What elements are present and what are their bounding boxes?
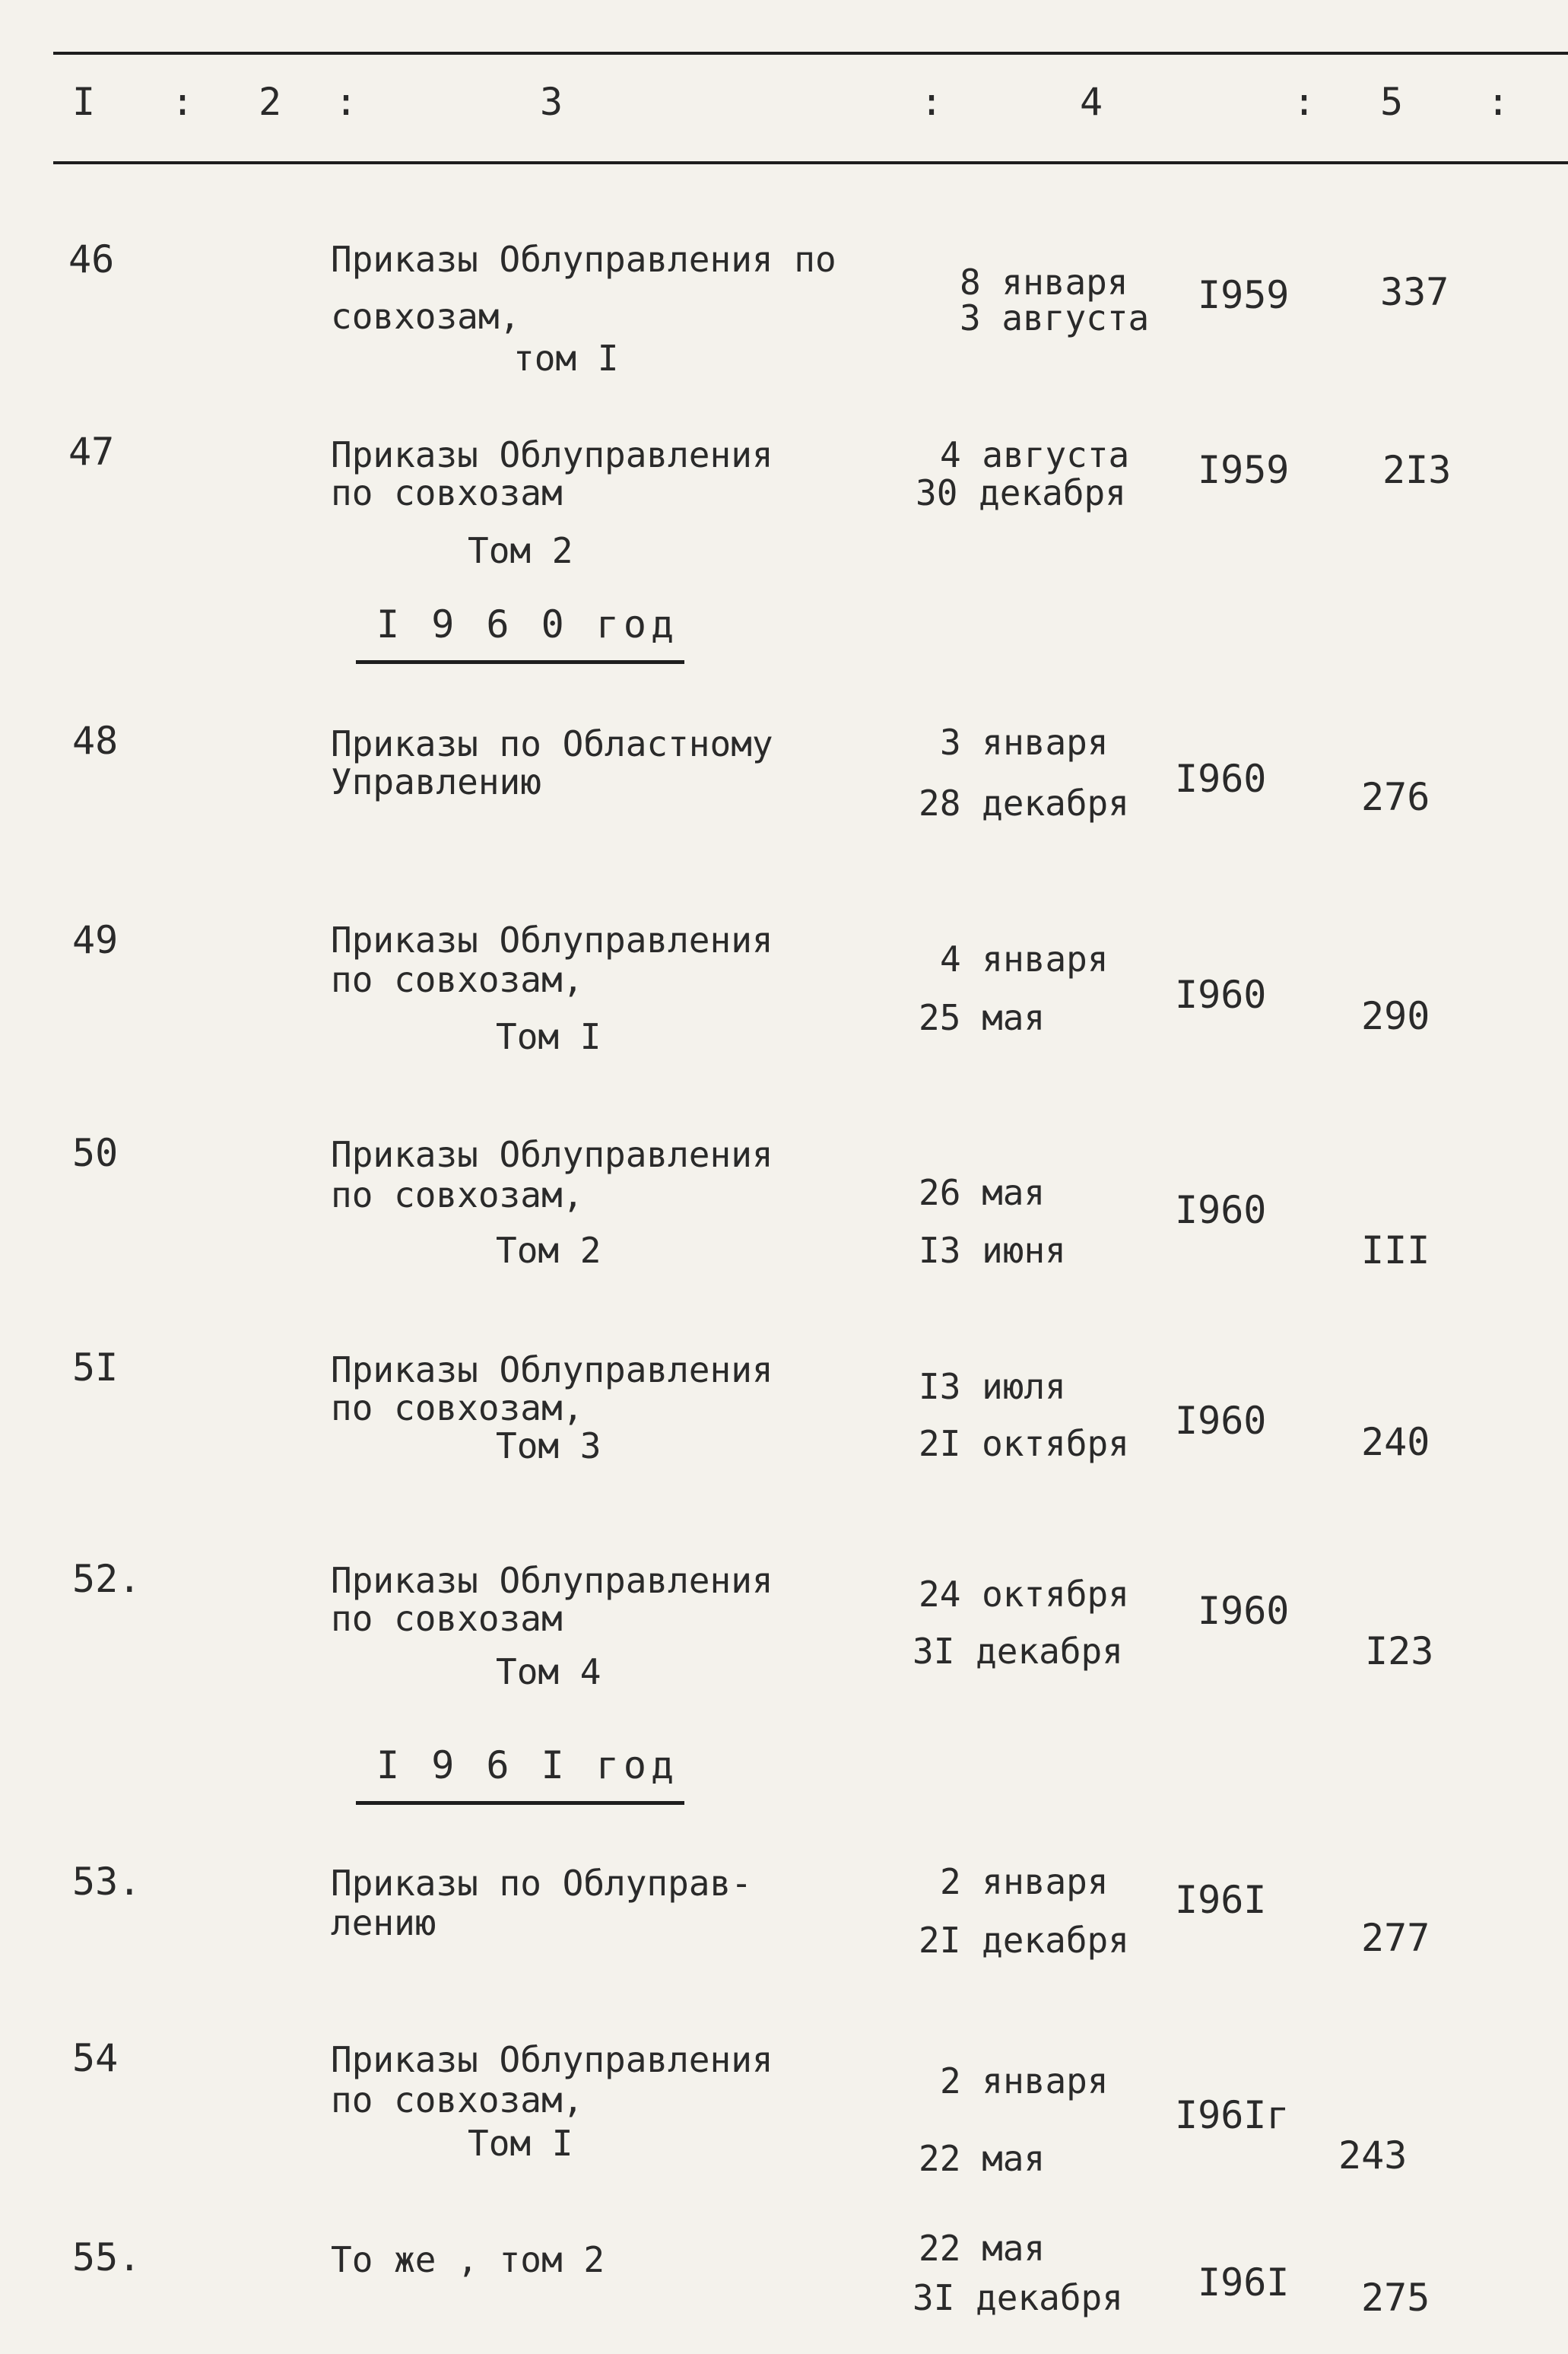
section-year-heading: I 9 6 0 год [376,602,679,646]
header-bottom-rule [53,161,1568,164]
row-title-line: Приказы Облуправления [331,1134,773,1175]
row-title-line: Приказы Облуправления [331,1560,773,1601]
row-year: I96I [1198,2260,1290,2305]
row-year: I959 [1198,273,1290,317]
row-number: 54 [72,2036,119,2080]
row-date-from: 3 января [940,722,1109,763]
row-number: 49 [72,918,119,962]
column-header-2: 2 [259,80,282,124]
row-title-line: Приказы Облуправления [331,1349,773,1390]
column-header-3: 3 [540,80,563,124]
row-title-line: Том 2 [468,530,573,571]
section-year-heading: I 9 6 I год [376,1743,679,1787]
section-heading-underline [356,1801,684,1805]
row-year: I96Iг [1175,2093,1290,2137]
row-title-line: по совхозам [331,1598,563,1639]
row-sheet-count: 240 [1361,1420,1430,1464]
row-title-line: Том 3 [496,1425,601,1466]
row-year: I960 [1175,1188,1267,1232]
row-year: I96I [1175,1878,1267,1922]
row-number: 48 [72,719,119,763]
section-heading-underline [356,660,684,664]
row-year: I960 [1175,973,1267,1017]
row-sheet-count: 243 [1338,2133,1408,2178]
column-separator: : [335,80,358,124]
row-number: 47 [68,430,115,474]
row-title-line: по совхозам, [331,2079,584,2121]
row-sheet-count: I23 [1365,1629,1434,1673]
row-title-line: То же , том 2 [331,2239,605,2280]
row-title-line: по совхозам, [331,1387,584,1428]
row-date-from: 8 января [960,262,1128,303]
row-date-from: 22 мая [919,2228,1046,2269]
row-date-to: 28 декабря [919,783,1129,824]
row-year: I960 [1198,1589,1290,1633]
column-separator: : [171,80,195,124]
row-title-line: Том 2 [496,1230,601,1271]
row-date-from: 26 мая [919,1172,1046,1213]
row-date-to: 3I декабря [913,1631,1123,1672]
row-date-to: 25 мая [919,997,1046,1038]
row-year: I960 [1175,757,1267,801]
row-title-line: Приказы по Областному [331,723,773,764]
row-number: 53. [72,1860,141,1904]
row-date-to: 2I октября [919,1423,1129,1464]
row-date-to: I3 июня [919,1230,1066,1271]
row-title-line: том I [513,338,619,379]
row-title-line: Приказы по Облуправ- [331,1863,752,1904]
row-date-from: 4 августа [940,434,1130,475]
row-title-line: Том I [496,1016,601,1057]
column-header-5: 5 [1380,80,1404,124]
column-separator: : [1487,80,1510,124]
row-sheet-count: III [1361,1228,1430,1272]
row-date-from: 2 января [940,1861,1109,1902]
row-number: 55. [72,2235,141,2279]
row-year: I959 [1198,448,1290,492]
row-sheet-count: 275 [1361,2276,1430,2320]
column-separator: : [1293,80,1316,124]
row-title-line: Приказы Облуправления [331,920,773,961]
row-title-line: Управлению [331,761,541,802]
column-header-4: 4 [1080,80,1103,124]
row-sheet-count: 277 [1361,1916,1430,1960]
column-separator: : [920,80,944,124]
row-title-line: Том 4 [496,1651,601,1692]
row-number: 46 [68,237,115,281]
row-number: 50 [72,1131,119,1175]
header-top-rule [53,52,1568,55]
row-title-line: Приказы Облуправления [331,2039,773,2080]
row-title-line: по совхозам, [331,1174,584,1215]
row-title-line: Приказы Облуправления по [331,239,836,280]
row-sheet-count: 2I3 [1382,448,1452,492]
row-title-line: по совхозам, [331,959,584,1000]
row-sheet-count: 276 [1361,775,1430,819]
row-date-to: 30 декабря [916,472,1126,513]
row-number: 5I [72,1345,119,1390]
row-date-from: 24 октября [919,1574,1129,1615]
row-title-line: совхозам, [331,296,521,337]
row-year: I960 [1175,1399,1267,1443]
row-title-line: Приказы Облуправления [331,434,773,475]
row-date-from: 4 января [940,939,1109,980]
row-sheet-count: 337 [1380,270,1449,314]
row-sheet-count: 290 [1361,994,1430,1038]
row-title-line: по совхозам [331,472,563,513]
row-date-to: 3I декабря [913,2277,1123,2318]
row-title-line: Том I [468,2123,573,2164]
row-date-from: I3 июля [919,1366,1066,1407]
row-date-to: 22 мая [919,2138,1046,2179]
row-date-from: 2 января [940,2060,1109,2101]
column-header-1: I [72,80,96,124]
row-number: 52. [72,1557,141,1601]
row-title-line: лению [331,1902,436,1943]
row-date-to: 2I декабря [919,1920,1129,1961]
row-date-to: 3 августа [960,297,1150,338]
